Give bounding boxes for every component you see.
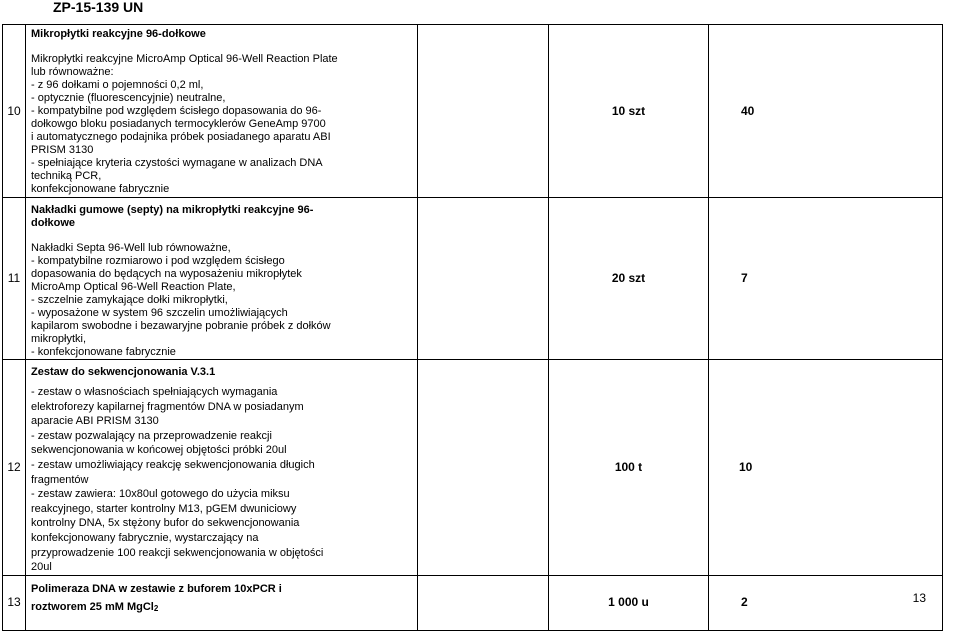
empty-cell [418, 25, 549, 198]
item-title-text: roztworem 25 mM MgCl [31, 600, 154, 613]
item-description [26, 575, 418, 630]
quantity-cell: 40 [709, 25, 943, 198]
desc-line: techniką PCR, [31, 170, 102, 182]
unit-cell: 10 szt [549, 25, 709, 198]
row-number: 13 [3, 575, 26, 630]
item-title: dołkowe [31, 217, 76, 229]
desc-line: elektroforezy kapilarnej fragmentów DNA w posiadanym [31, 400, 304, 413]
desc-line: - kompatybilne rozmiarowo i pod względem ścisłego [31, 255, 285, 267]
quantity-cell: 10 [709, 360, 943, 576]
empty-cell [418, 360, 549, 576]
item-description [26, 360, 418, 576]
desc-line: kapilarom swobodne i bezawaryjne pobranie próbek z dołków [31, 320, 331, 332]
empty-cell [418, 198, 549, 360]
desc-line: PRISM 3130 [31, 144, 94, 156]
desc-line: - zestaw umożliwiający reakcję sekwencjonowania długich [31, 458, 315, 471]
desc-line: dołkowgo bloku posiadanych termocyklerów GeneAmp 9700 [31, 118, 326, 130]
desc-line: mikropłytki, [31, 333, 87, 345]
desc-line: - konfekcjonowane fabrycznie [31, 346, 176, 358]
desc-line: MicroAmp Optical 96-Well Reaction Plate, [31, 281, 236, 293]
table-row [3, 575, 943, 630]
unit-cell: 20 szt [549, 198, 709, 360]
item-title: Nakładki gumowe (septy) na mikropłytki reakcyjne 96- [31, 204, 314, 216]
document-code: ZP-15-139 UN [53, 0, 144, 15]
desc-line: fragmentów [31, 473, 89, 486]
row-number: 12 [3, 360, 26, 576]
empty-cell [418, 575, 549, 630]
row-number: 11 [3, 198, 26, 360]
specification-table [2, 24, 943, 631]
desc-line: - zestaw pozwalający na przeprowadzenie reakcji [31, 429, 272, 442]
page-number: 13 [912, 591, 926, 605]
desc-line: - spełniające kryteria czystości wymagane w analizach DNA [31, 157, 323, 169]
desc-line: kontrolny DNA, 5x stężony bufor do sekwencjonowania [31, 517, 300, 530]
row-number: 10 [3, 25, 26, 198]
desc-line: - wyposażone w system 96 szczelin umożliwiających [31, 307, 288, 319]
desc-line: - kompatybilne pod względem ścisłego dopasowania do 96- [31, 105, 322, 117]
desc-line: - zestaw o własnościach spełniających wymagania [31, 386, 278, 398]
desc-line: Mikropłytki reakcyjne MicroAmp Optical 96-Well Reaction Plate [31, 53, 338, 65]
item-title: Mikropłytki reakcyjne 96-dołkowe [31, 28, 206, 40]
desc-line: - szczelnie zamykające dołki mikropłytki, [31, 294, 228, 306]
desc-line: sekwencjonowania w końcowej objętości próbki 20ul [31, 444, 287, 457]
desc-line: konfekcjonowany fabrycznie, wystarczający na [31, 531, 259, 544]
desc-line: - optycznie (fluorescencyjnie) neutralne, [31, 92, 226, 104]
item-title: Zestaw do sekwencjonowania V.3.1 [31, 366, 216, 378]
table-row [3, 360, 943, 576]
desc-line: dopasowania do będących na wyposażeniu mikropłytek [31, 268, 302, 280]
desc-line: - zestaw zawiera: 10x80ul gotowego do użycia miksu [31, 488, 290, 501]
subscript: 2 [153, 603, 159, 613]
desc-line: lub równoważne: [31, 66, 114, 78]
item-title: Polimeraza DNA w zestawie z buforem 10xPCR i [31, 582, 282, 595]
desc-line: reakcyjnego, starter kontrolny M13, pGEM dwuniciowy [31, 502, 297, 515]
desc-line: aparacie ABI PRISM 3130 [31, 415, 159, 428]
desc-line: Nakładki Septa 96-Well lub równoważne, [31, 242, 231, 254]
item-description [26, 25, 418, 198]
desc-line: przyprowadzenie 100 reakcji sekwencjonowania w objętości [31, 546, 324, 559]
quantity-cell: 7 [709, 198, 943, 360]
item-title [31, 600, 413, 614]
table-row [3, 25, 943, 198]
unit-cell: 1 000 u [549, 575, 709, 630]
desc-line: i automatycznego podajnika próbek posiadanego aparatu ABI [31, 131, 331, 143]
table-row [3, 198, 943, 360]
desc-line: - z 96 dołkami o pojemności 0,2 ml, [31, 79, 204, 91]
quantity-cell: 2 [709, 575, 943, 630]
unit-cell: 100 t [549, 360, 709, 576]
desc-line: 20ul [31, 561, 52, 574]
item-description [26, 198, 418, 360]
desc-line: konfekcjonowane fabrycznie [31, 183, 170, 195]
